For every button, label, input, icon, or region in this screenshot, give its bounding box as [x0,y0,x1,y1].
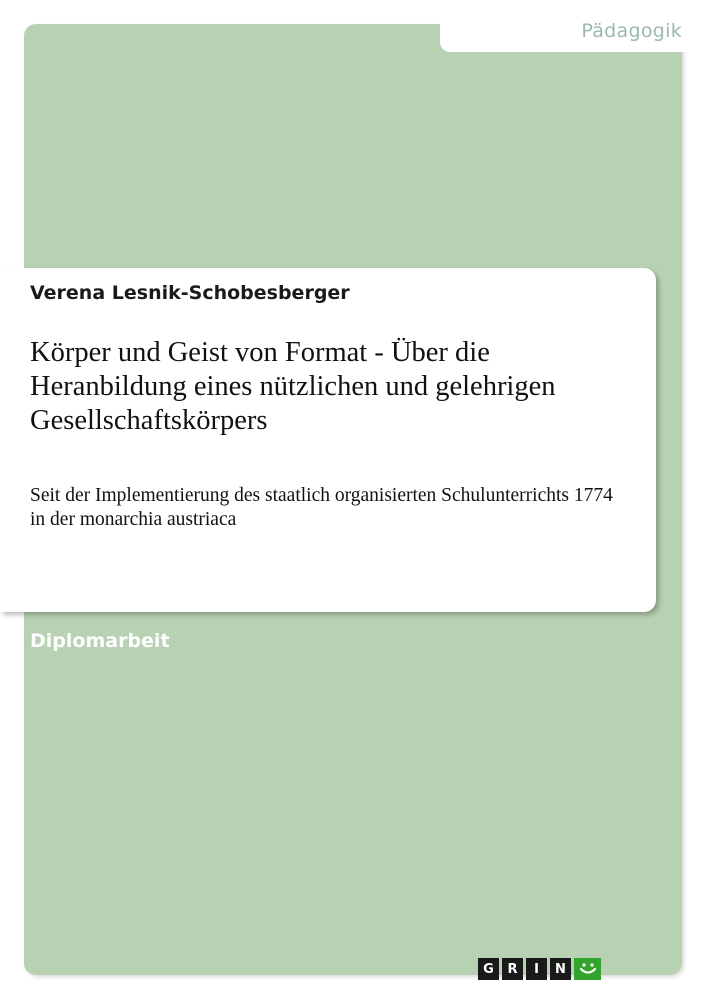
title-card [0,268,656,612]
smile-icon [574,958,601,980]
document-type: Diplomarbeit [30,630,170,652]
logo-letter-g: G [478,958,499,980]
logo-letter-n: N [550,958,571,980]
author-name: Verena Lesnik-Schobesberger [30,282,350,304]
logo-letter-i: I [526,958,547,980]
logo-letter-r: R [502,958,523,980]
book-subtitle: Seit der Implementierung des staatlich organisierten Schulunterrichts 1774 in der monarchia austriaca [30,485,613,530]
category-label: Pädagogik [581,20,682,42]
grin-logo [478,958,601,980]
book-title: Körper und Geist von Format - Über die Heranbildung eines nützlichen und gelehrigen Gesellschaftskörpers [30,337,556,436]
